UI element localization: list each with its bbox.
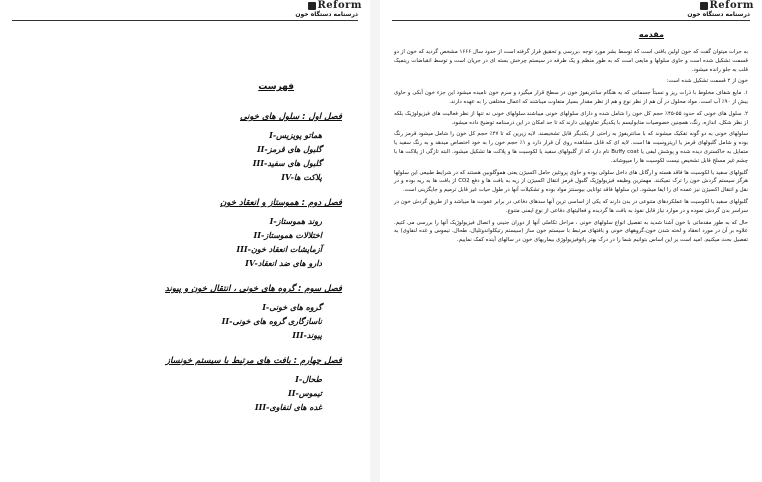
toc-item-number: I- xyxy=(269,130,277,140)
intro-paragraph: سلولهای خونی به دو گونه تفکیک میشوند که با سانتریفوژ به راحتی از یکدیگر قابل تشخیصند. لایه زیرین که تا ۴۷٪ حجم کل خون را شامل میشود قرمز رنگ بوده و شامل گلبولهای قرمز یا اریتروسیت ها است. لایه ای که قابل مشاهده روی آن قرار دارد و ۱٪ حجم خون را به خود اختصاص میدهد و به رنگ سفید یا متمایل به خاکستری دیده شده و پوشش لیفی یا Buffy coat نام دارد که از گلبولهای سفید یا لکوسیت ها و پلاکت ها تشکیل میشود. البته تازگی از پلاکت ها با چشم غیر مسلح قابل تشخیص نیست لکوسیت ها را میپوشاند. xyxy=(394,131,748,164)
toc-item-number: III- xyxy=(254,402,270,412)
intro-paragraph: ۲. سلول های خونی که حدود ۵۵-۴۵٪ حجم کل خون را شامل شده و دارای سلولهای خونی میباشند.سلولهای خونی نه تنها از نظر فعالیت های فیزیولوژیک بلکه از نظر شکل، اندازه، رنگ، همچنین خصوصیات متابولیسم با یکدیگر تفاوتهایی دارند که تا حد امکان در این درسنامه توضیح داده میشود. xyxy=(394,110,748,126)
toc-item-text: اختلالات هموستاز xyxy=(264,230,322,240)
intro-title: مقدمه xyxy=(638,30,664,39)
brand-name: Reform xyxy=(317,0,362,11)
toc-item[interactable] xyxy=(42,156,322,170)
toc-item-text: روند هموستاز xyxy=(276,216,322,226)
toc-item-number: III- xyxy=(292,330,307,340)
toc-item-text: پلاکت ها xyxy=(293,172,322,182)
chapter-title[interactable]: فصل چهارم : بافت های مرتبط با سیستم خونساز xyxy=(165,356,342,366)
toc-item-text: تیموس xyxy=(298,388,322,398)
toc-item-text: گلبول های قرمز xyxy=(267,144,322,154)
toc-item-text: دارو های ضد انعقاد xyxy=(257,258,322,268)
toc-item-number: II- xyxy=(256,144,268,154)
toc-item-text: ناسازگاری گروه های خونی xyxy=(232,316,322,326)
intro-paragraph: گلبولهای سفید یا لکوسیت ها عملکردهای متنوعی در بدن دارند که یکی از اساسی ترین آنها سدهای دفاعی در برابر عفونت ها میباشد و از طریق گردش خون در سراسر بدن گردش نموده و در موارد نیاز قابل نفوذ به بافت ها گردیده و فعالیتهای دفاعی از نوع ایمنی متنوع. xyxy=(394,198,748,214)
toc-item[interactable] xyxy=(42,372,322,386)
toc-item-number: III- xyxy=(236,244,251,254)
chapter-title[interactable]: فصل سوم : گروه های خونی ، انتقال خون و پیوند xyxy=(165,284,342,294)
chapter-title[interactable]: فصل اول : سلول های خونی xyxy=(239,112,342,122)
intro-paragraph: حال که به طور مقدماتی با خون آشنا شدید به تفصیل انواع سلولهای خونی ، مراحل تکاملی آنها از دوران جنینی و اتصال فیزیولوژیک آنها را بررسی می کنیم. علاوه بر آن در مورد انعقاد و لخته شدن خون،گروههای خونی و بافتهای مرتبط با سیستم خون ساز (سیستم رتیکلواندوتلیال، طحال، تیموس و غده لنفاوی) به تفصیل بحث میکنیم. امید است بر این اساس بتوانیم شما را در درک بهتر پاتوفیزیولوژی بیماریهای خون در سالهای آینده کمک نماییم. xyxy=(394,219,748,244)
toc-item-text: طحال xyxy=(302,374,322,384)
toc-item-number: I- xyxy=(295,374,303,384)
brand-logo xyxy=(308,0,363,11)
toc-item-number: III- xyxy=(252,158,268,168)
toc-item-number: IV- xyxy=(245,258,258,268)
toc-item[interactable] xyxy=(42,256,322,270)
toc-item[interactable] xyxy=(42,170,322,184)
intro-paragraph: ۱. مایع شفاف مخلوط با ذرات ریز و نسبتاً جسماتی که به هنگام سانتریفوژ خون در سطح قرار میگیرد و سرم خون نامیده میشود این جزء خون آبکی و حاوی بیش از ۹۰٪ آب است. مواد محلول در آن هم از نظر نوع و هم از نظر مقدار بسیار متفاوت میباشند که اعمال مختلفی را به عهده دارند. xyxy=(394,90,748,105)
toc-item[interactable] xyxy=(42,400,322,414)
intro-paragraph: به جرات میتوان گفت که خون اولین بافتی است که توسط بشر مورد توجه ،بررسی و تحقیق قرار گرفته است از حدود سال ۱۶۶۶ مشخص گردید که خون از دو قسمت تشکیل شده است و حاوی سلولها و مایعی است که به طور منظم و یک طرفه در سیستم چرخش بسته ای در جریان است و توسط انقباضات ریتمیک قلب به جلو رانده میشود. xyxy=(394,49,748,73)
chapter-2 xyxy=(42,198,342,270)
chapter-4 xyxy=(42,356,342,414)
running-head: درسنامه دستگاه خون xyxy=(295,11,358,18)
toc-item-text: آزمایشات انعقاد خون xyxy=(250,244,322,254)
intro-page xyxy=(380,0,762,482)
toc-item[interactable] xyxy=(42,300,322,314)
header-rule xyxy=(392,20,750,21)
toc-item-text: گلبول های سفید xyxy=(267,158,322,168)
chapter-1 xyxy=(42,112,342,184)
toc-item-number: II- xyxy=(288,388,299,398)
chapter-title[interactable]: فصل دوم : هموستاز و انعقاد خون xyxy=(220,198,342,208)
toc-item-text: غده های لنفاوی xyxy=(269,402,322,412)
logo-mark-icon xyxy=(700,2,708,10)
toc-item-number: I- xyxy=(262,302,270,312)
toc-item-text: گروه های خونی xyxy=(269,302,322,312)
toc-item-number: I- xyxy=(269,216,277,226)
toc-item[interactable] xyxy=(42,328,322,342)
toc-page xyxy=(0,0,370,482)
toc-item[interactable] xyxy=(42,214,322,228)
toc-item-number: II- xyxy=(253,230,265,240)
toc-item-number: II- xyxy=(221,316,233,326)
toc-item[interactable] xyxy=(42,314,322,328)
logo-mark-icon xyxy=(308,2,316,10)
toc-item[interactable] xyxy=(42,242,322,256)
toc-item[interactable] xyxy=(42,142,322,156)
header-rule xyxy=(12,20,358,21)
intro-paragraph: خون از ۲ قسمت تشکیل شده است: xyxy=(666,78,748,85)
brand-logo xyxy=(700,0,755,11)
table-of-contents xyxy=(42,82,342,428)
chapter-3 xyxy=(42,284,342,342)
toc-title: فهرست xyxy=(258,82,294,92)
intro-body xyxy=(394,48,748,248)
toc-item-text: هماتو پویزیس xyxy=(276,130,322,140)
toc-item[interactable] xyxy=(42,128,322,142)
page-gutter xyxy=(370,0,380,482)
running-head: درسنامه دستگاه خون xyxy=(687,11,750,18)
toc-item-text: پیوند xyxy=(306,330,322,340)
brand-name: Reform xyxy=(709,0,754,11)
intro-paragraph: گلبولهای سفید یا لکوسیت ها فاقد هسته و ارگانل های داخل سلولی بوده و حاوی پروتئین حامل اکسیژن یعنی هموگلوبین هستند که در شرایط طبیعی این سلولها هرگز سیستم گردش خون را ترک نمیکنند. مهمترین وظیفه فیزیولوژیک گلبول قرمز انتقال اکسیژن از ریه به بافت ها و دفع CO2 از بافت ها به ریه بوده و در نقل و انتقال اکسیژن نیز عمده ای را ایفا میشود. این سلولها فاقد توانایی بیوسنتز مواد بوده و تشکیلات آنها در طول حیات غیر قابل ترمیم و جایگزینی است. xyxy=(394,169,748,194)
toc-item[interactable] xyxy=(42,386,322,400)
toc-item-number: IV- xyxy=(281,172,294,182)
toc-item[interactable] xyxy=(42,228,322,242)
